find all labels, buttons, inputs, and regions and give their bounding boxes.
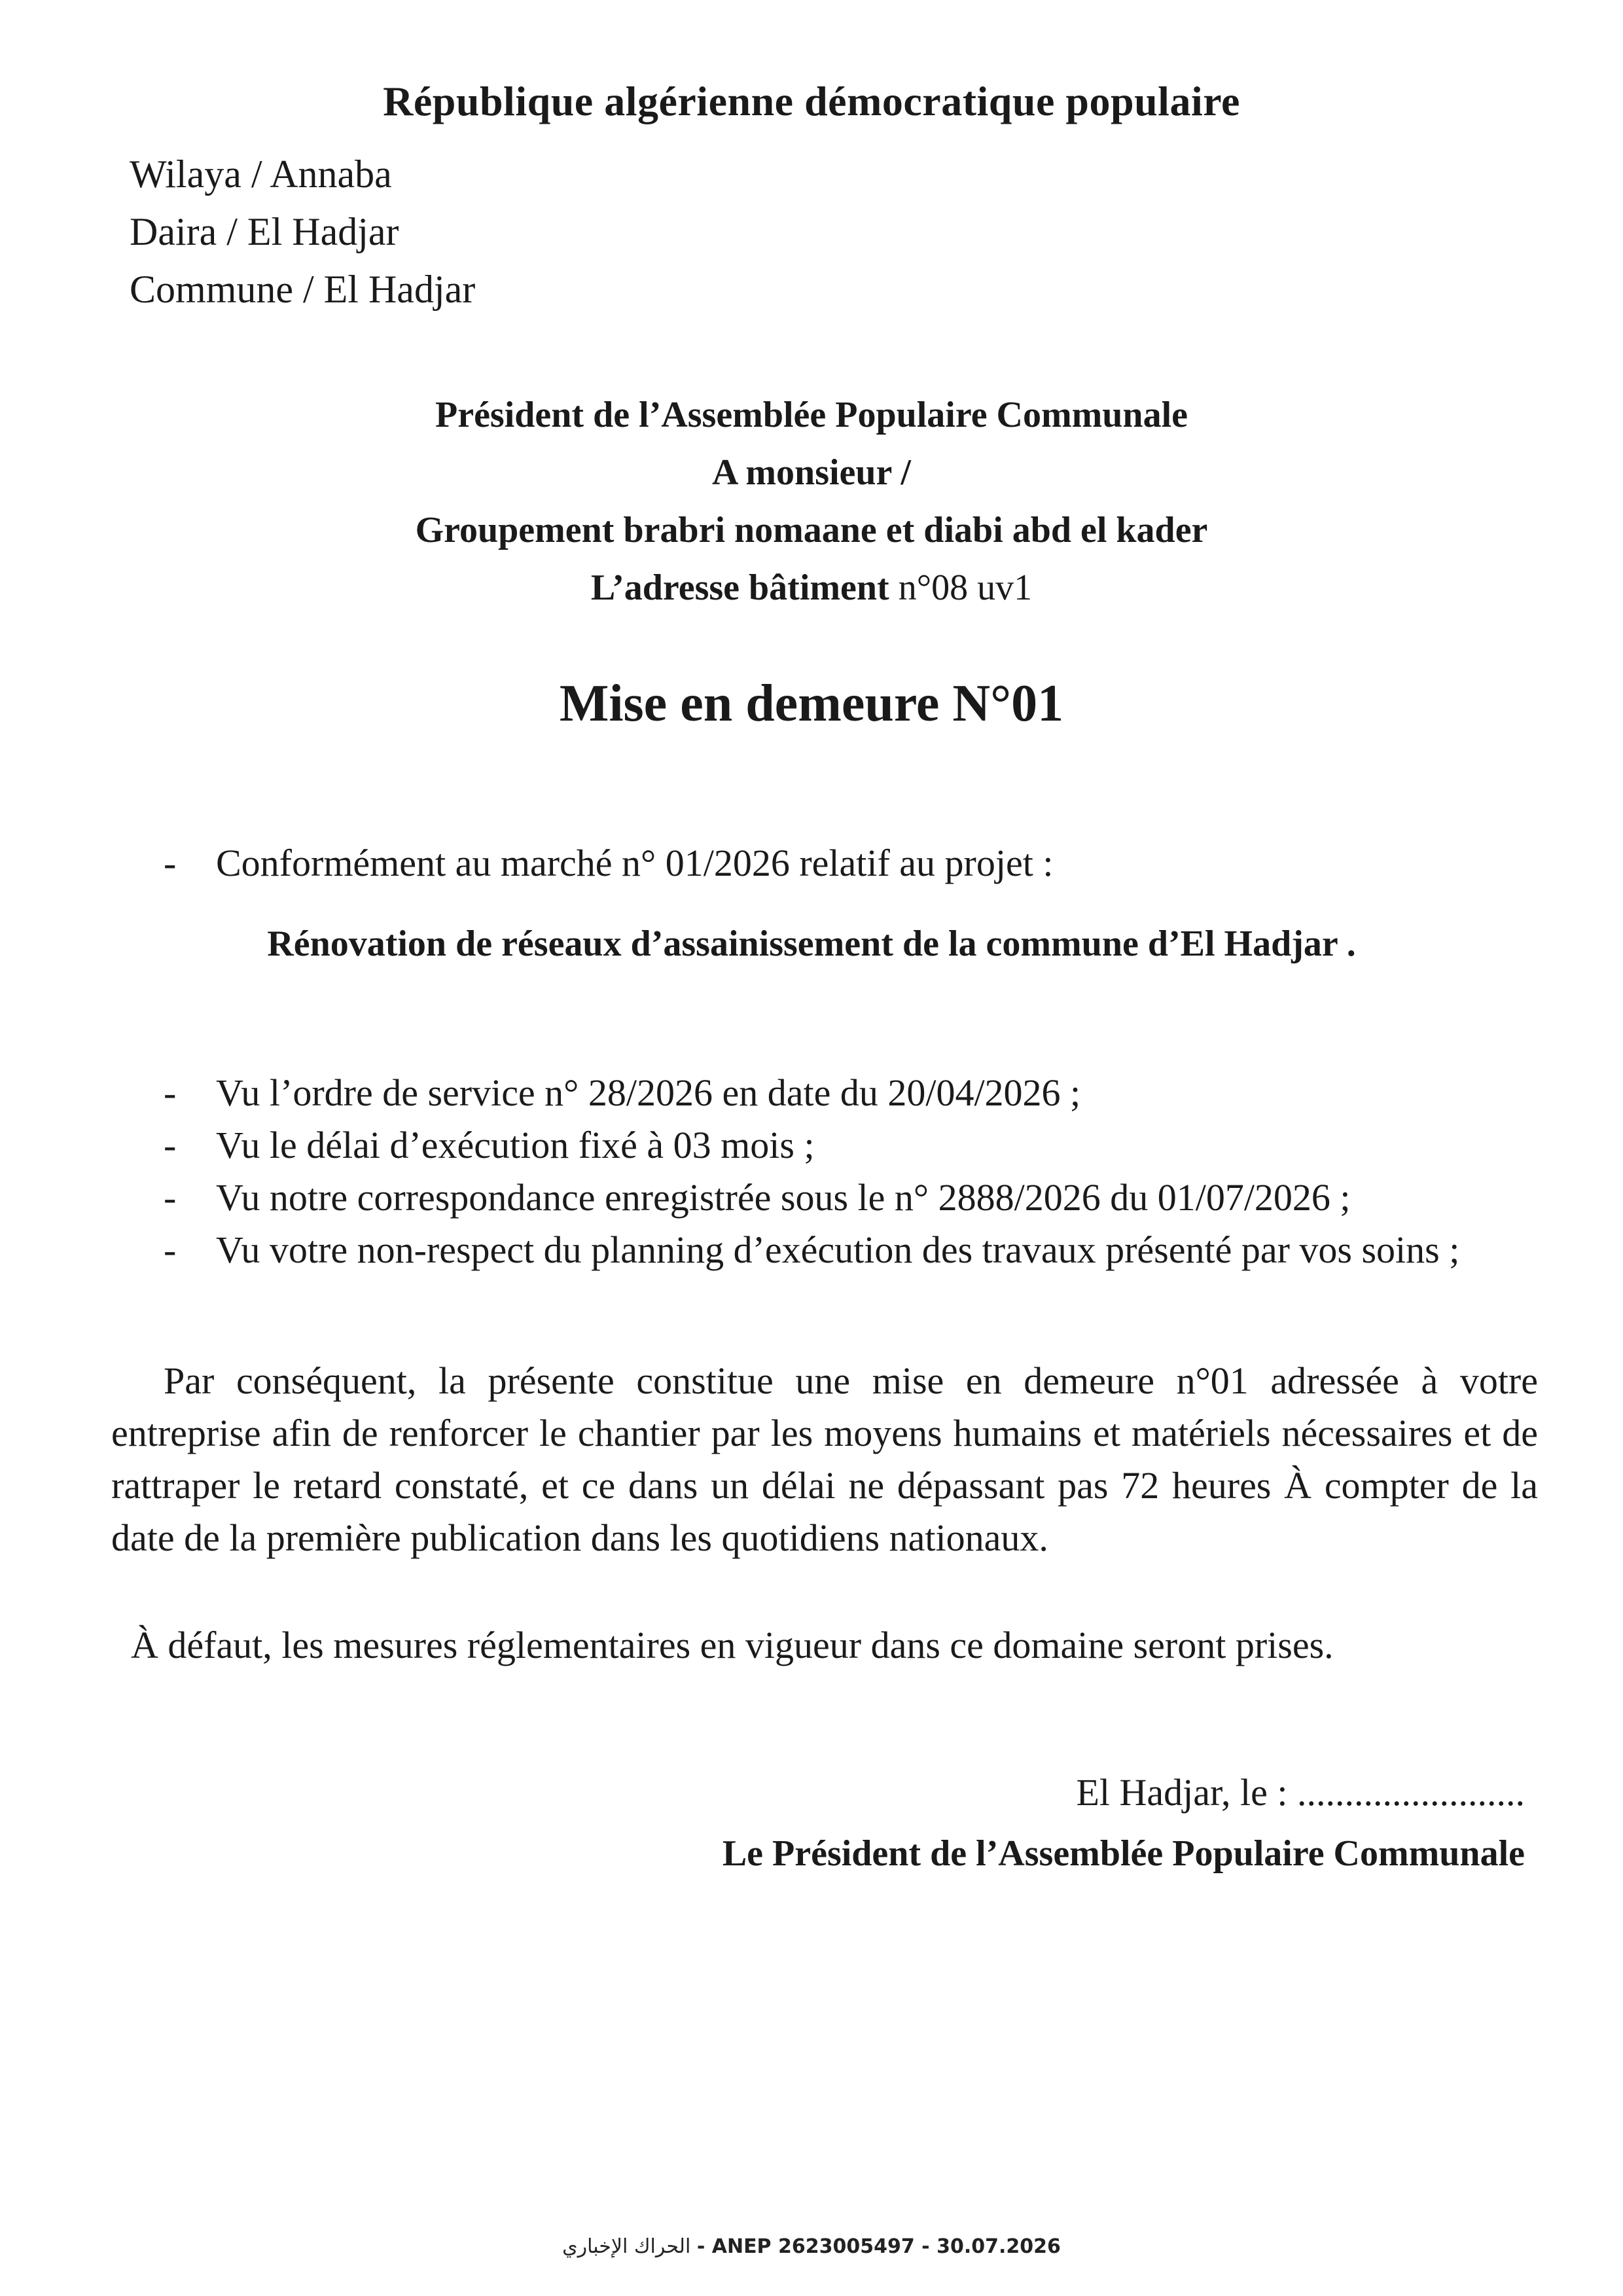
list-item-text: Vu l’ordre de service n° 28/2026 en date du 20/04/2026 ; [216, 1071, 1081, 1114]
recipient-line: Groupement brabri nomaane et diabi abd el kader [415, 510, 1208, 550]
addressee-block [0, 386, 1623, 617]
daira-line: Daira / El Hadjar [130, 210, 399, 253]
footer-reference [0, 2235, 1623, 2258]
intro-line [164, 841, 1053, 885]
list-item [164, 1119, 1558, 1172]
list-item [164, 1067, 1558, 1119]
address-line [0, 559, 1623, 617]
intro-dash: - [164, 842, 177, 884]
list-dash: - [164, 1071, 177, 1114]
address-value: n°08 uv1 [898, 567, 1033, 608]
list-dash: - [164, 1229, 177, 1271]
document-title: Mise en demeure N°01 [559, 675, 1064, 732]
to-line: A monsieur / [712, 452, 911, 493]
list-dash: - [164, 1176, 177, 1219]
footer-newspaper: الحراك الإخباري [562, 2235, 691, 2258]
address-label: L’adresse bâtiment [590, 567, 889, 608]
list-item [164, 1224, 1558, 1276]
considerations-list [164, 1067, 1558, 1276]
list-item-text: Vu le délai d’exécution fixé à 03 mois ; [216, 1124, 815, 1166]
list-dash: - [164, 1124, 177, 1166]
intro-text: Conformément au marché n° 01/2026 relatif au projet : [216, 842, 1054, 884]
sender-line: Président de l’Assemblée Populaire Communale [435, 395, 1188, 435]
commune-line: Commune / El Hadjar [130, 268, 476, 311]
list-item-text: Vu notre correspondance enregistrée sous le n° 2888/2026 du 01/07/2026 ; [216, 1176, 1351, 1219]
list-item [164, 1172, 1558, 1224]
place-date-line: El Hadjar, le : ........................ [1076, 1771, 1525, 1814]
project-title: Rénovation de réseaux d’assainissement de la commune d’El Hadjar . [267, 924, 1356, 964]
wilaya-line: Wilaya / Annaba [130, 152, 392, 196]
body-paragraph: Par conséquent, la présente constitue une mise en demeure n°01 adressée à votre entreprise afin de renforcer le chantier par les moyens humains et matériels nécessaires et de rattraper le retard constaté, et ce dans un délai ne dépassant pas 72 heures À compter de la date de la première publication dans les quotidiens nationaux. [111, 1359, 1538, 1559]
footer-anep-code: - ANEP 2623005497 - 30.07.2026 [696, 2235, 1061, 2258]
administrative-block [130, 145, 475, 318]
signature-title: Le Président de l’Assemblée Populaire Communale [722, 1833, 1525, 1874]
default-clause: À défaut, les mesures réglementaires en vigueur dans ce domaine seront prises. [131, 1624, 1334, 1666]
republic-heading: République algérienne démocratique populaire [383, 78, 1240, 124]
list-item-text: Vu votre non-respect du planning d’exécution des travaux présenté par vos soins ; [216, 1229, 1460, 1271]
